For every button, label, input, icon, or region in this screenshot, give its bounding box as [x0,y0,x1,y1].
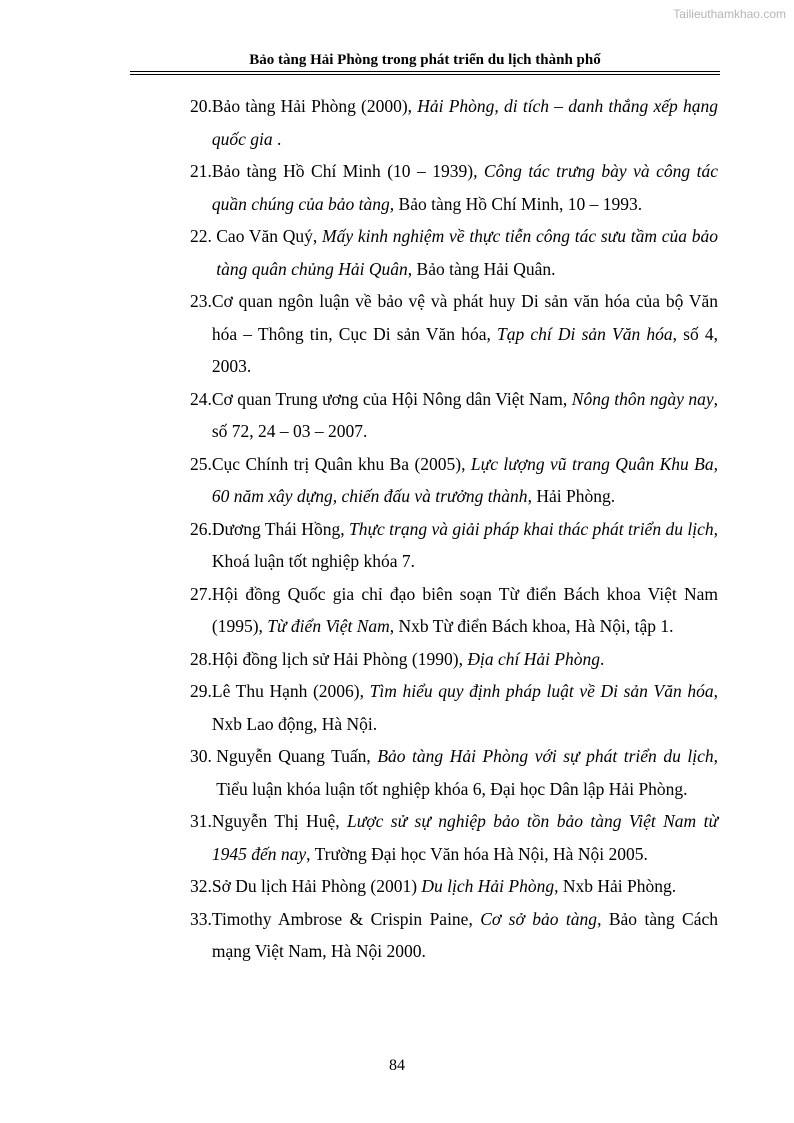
reference-title: Bảo tàng Hải Phòng với sự phát triển du lịch [377,746,714,766]
watermark: Tailieuthamkhao.com [673,7,786,21]
reference-item [190,740,718,805]
reference-title: Cơ sở bảo tàng [480,908,598,929]
reference-item [190,643,718,676]
reference-text [212,383,718,448]
reference-number: 28. [190,648,212,669]
reference-segment: Dương Thái Hồng, [211,518,349,539]
reference-item [190,220,718,285]
reference-segment: Cao Văn Quý, [216,226,323,246]
reference-text [212,903,718,968]
reference-title: Thực trạng và giải pháp khai thác phát triển du lịch, [348,518,718,539]
reference-title: Mấy kinh nghiệm về thực tiễn công tác sưu tầm của bảo tàng quân chủng Hải Quân [216,226,718,279]
reference-segment: Cơ quan Trung ương của Hội Nông dân Việt Nam, [211,388,572,409]
reference-title: Từ điển Việt Nam [267,616,390,636]
reference-number: 29. [190,681,212,701]
reference-title: Địa chí Hải Phòng [467,648,601,669]
page-number: 84 [389,1057,405,1074]
reference-segment: Hội đồng Quốc gia chỉ đạo biên soạn Từ điển Bách khoa Việt Nam (1995), [211,583,718,636]
reference-segment: , Bảo tàng Cách mạng Việt Nam, Hà Nội 2000. [211,908,718,961]
reference-segment: Cơ quan ngôn luận về bảo vệ và phát huy Di sản văn hóa của bộ Văn hóa – Thông tin, Cục Di sản Văn hóa, [211,291,718,344]
reference-text [212,870,718,903]
reference-item [190,90,718,155]
reference-segment: Cục Chính trị Quân khu Ba (2005), [211,453,471,474]
reference-number: 21. [190,161,212,181]
reference-text [212,643,718,676]
reference-segment: , Tiểu luận khóa luận tốt nghiệp khóa 6, Đại học Dân lập Hải Phòng. [216,746,718,799]
reference-item [190,675,718,740]
reference-segment: , Bảo tàng Hải Quân. [407,258,556,279]
reference-text [212,805,718,870]
reference-segment: , Trường Đại học Văn hóa Hà Nội, Hà Nội 2005. [306,843,648,864]
reference-segment: , Hải Phòng. [527,486,616,506]
reference-title: Tìm hiểu quy định pháp luật về Di sản Văn hóa [369,681,714,701]
reference-title: , Công tác trưng bày và công tác quần chúng của bảo tàng, [211,161,718,214]
reference-item [190,285,718,383]
reference-title: Lược sử sự nghiệp bảo tồn bảo tàng Việt Nam từ 1945 đến nay [211,811,718,864]
reference-text [212,675,718,740]
reference-segment: , Nxb Từ điển Bách khoa, Hà Nội, tập 1. [389,616,674,636]
reference-title: Nông thôn ngày nay [571,388,714,409]
reference-segment: Timothy Ambrose & Crispin Paine, [211,908,481,929]
reference-item [190,805,718,870]
reference-text [216,740,718,805]
reference-text [212,155,718,220]
reference-number: 22. [190,226,217,246]
reference-segment: Bảo tàng Hồ Chí Minh, 10 – 1993. [394,193,643,214]
reference-segment: , số 72, 24 – 03 – 2007. [211,388,718,441]
reference-segment: . [272,128,282,149]
reference-title: Hải Phòng, di tích – danh thắng xếp hạng quốc gia [211,96,718,149]
reference-item [190,383,718,448]
reference-segment: , số 4, 2003. [211,323,718,376]
reference-title: Du lịch Hải Phòng, [421,876,559,896]
header-rule-top [130,71,720,72]
reference-number: 24. [190,388,212,409]
reference-segment: . [600,648,605,669]
reference-title: Tạp chí Di sản Văn hóa [497,323,673,344]
reference-text [212,285,718,383]
reference-segment: Hội đồng lịch sử Hải Phòng (1990), [211,648,468,669]
reference-segment: , Nxb Lao động, Hà Nội. [211,681,718,734]
reference-segment: Lê Thu Hạnh (2006), [211,681,370,701]
reference-number: 32. [190,876,212,896]
reference-segment: Khoá luận tốt nghiệp khóa 7. [211,551,416,571]
reference-title: Lực lượng vũ trang Quân Khu Ba, 60 năm xây dựng, chiến đấu và trưởng thành [211,453,719,506]
reference-item [190,155,718,220]
reference-item [190,903,718,968]
reference-segment: Nxb Hải Phòng. [558,876,677,896]
reference-text [212,90,718,155]
reference-number: 27. [190,583,212,604]
reference-text [212,513,718,578]
header-rule-bottom [130,74,720,75]
reference-segment: Bảo tàng Hồ Chí Minh (10 – 1939) [211,161,474,181]
reference-text [212,448,718,513]
reference-number: 25. [190,453,212,474]
reference-segment: Nguyễn Thị Huệ, [211,811,347,831]
reference-number: 26. [190,518,212,539]
reference-item [190,448,718,513]
page-header-title: Bảo tàng Hải Phòng trong phát triển du lịch thành phố [249,52,601,68]
reference-text [212,578,718,643]
reference-text [216,220,718,285]
reference-segment: Nguyễn Quang Tuấn, [216,746,378,766]
reference-number: 23. [190,291,212,311]
reference-segment: Bảo tàng Hải Phòng (2000), [211,96,418,116]
reference-item [190,870,718,903]
reference-list [190,90,718,968]
reference-number: 33. [190,908,212,929]
reference-number: 31. [190,811,212,831]
reference-item [190,513,718,578]
reference-number: 30. [190,746,217,766]
reference-segment: Sở Du lịch Hải Phòng (2001) [211,876,422,896]
reference-item [190,578,718,643]
reference-number: 20. [190,96,212,116]
